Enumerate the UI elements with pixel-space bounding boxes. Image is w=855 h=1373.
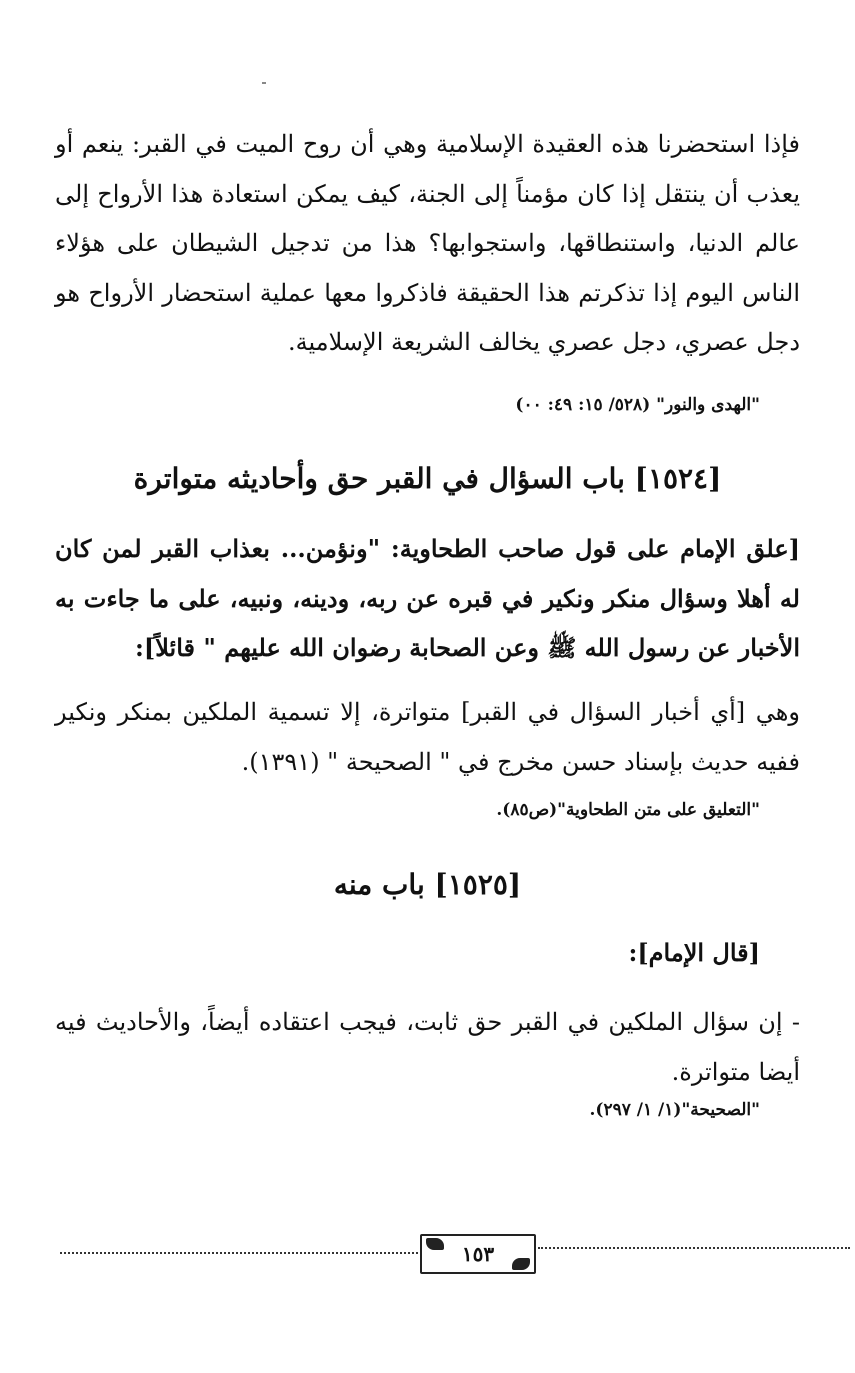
ornament-icon	[512, 1258, 530, 1270]
scan-speck	[262, 82, 266, 84]
paragraph-2: [علق الإمام على قول صاحب الطحاوية: "ونؤمن... بعذاب القبر لمن كان له أهلا وسؤال منكر ونكير في قبره عن ربه، ودينه، ونبيه، على ما جاءت به الأخبار عن رسول الله ﷺ وعن الصحابة رضوان الله عليهم " قائلاً]:	[55, 534, 800, 662]
footer-dotted-rule-left	[60, 1252, 418, 1254]
paragraph-4: - إن سؤال الملكين في القبر حق ثابت، فيجب اعتقاده أيضاً، والأحاديث فيه أيضا متواترة.	[55, 1008, 800, 1086]
page-footer	[55, 1230, 800, 1274]
section-heading-1524: [١٥٢٤] باب السؤال في القبر حق وأحاديثه متواترة	[133, 462, 722, 495]
reference-2: "التعليق على متن الطحاوية"(ص٨٥).	[496, 800, 760, 820]
imam-said-label: [قال الإمام]:	[628, 938, 760, 967]
paragraph-3: وهي [أي أخبار السؤال في القبر] متواترة، إلا تسمية الملكين بمنكر ونكير ففيه حديث بإسناد حسن مخرج في " الصحيحة " (١٣٩١).	[55, 698, 800, 776]
footer-dotted-rule-right	[538, 1247, 850, 1249]
reference-1: "الهدى والنور" (٥٢٨/ ١٥: ٤٩: ٠٠)	[515, 395, 760, 415]
page-number-box	[420, 1234, 536, 1274]
page-number: ١٥٣	[461, 1242, 495, 1266]
reference-3: "الصحيحة"(١/ ١/ ٢٩٧).	[589, 1100, 760, 1120]
section-heading-1525: [١٥٢٥] باب منه	[333, 868, 522, 901]
paragraph-1: فإذا استحضرنا هذه العقيدة الإسلامية وهي أن روح الميت في القبر: ينعم أو يعذب أن ينتقل إذا كان مؤمناً إلى الجنة، كيف يمكن استعادة هذا الأرواح إلى عالم الدنيا، واستنطاقها، واستجوابها؟ هذا من تدجيل الشيطان على هؤلاء الناس اليوم إذا تذكرتم هذا الحقيقة فاذكروا معها عملية استحضار الأرواح هو دجل عصري، دجل عصري يخالف الشريعة الإسلامية.	[55, 130, 800, 356]
ornament-icon	[426, 1238, 444, 1250]
